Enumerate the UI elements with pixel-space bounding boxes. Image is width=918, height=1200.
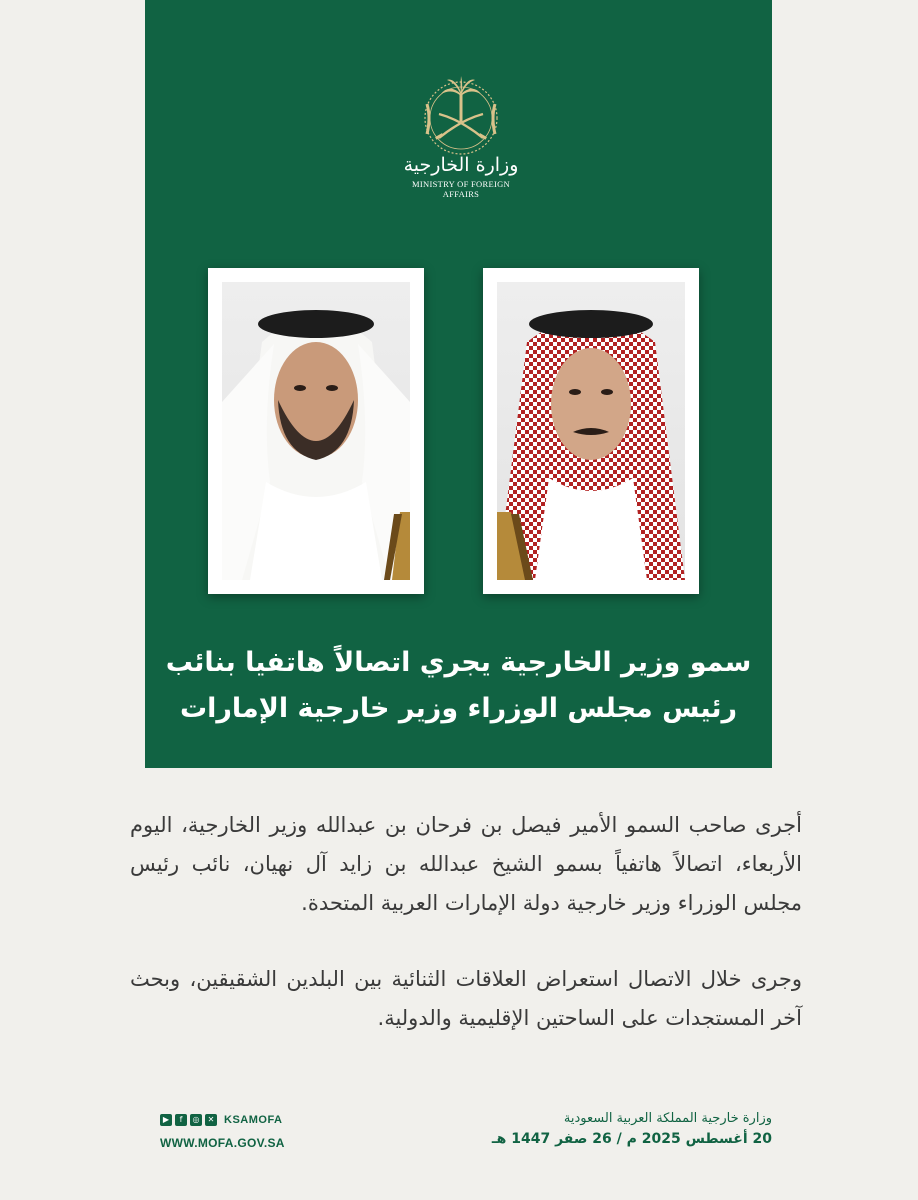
youtube-icon[interactable]: ▶ xyxy=(160,1114,172,1126)
x-icon[interactable]: ✕ xyxy=(205,1114,217,1126)
footer-signature xyxy=(440,1110,772,1150)
emblem-icon xyxy=(419,68,503,160)
publish-date: 20 أغسطس 2025 م / 26 صفر 1447 هـ xyxy=(491,1131,772,1147)
social-handle[interactable]: KSAMOFA xyxy=(224,1114,283,1126)
paragraph-2: وجرى خلال الاتصال استعراض العلاقات الثنائية بين البلدين الشقيقين، وبحث آخر المستجدات على الساحتين الإقليمية والدولية. xyxy=(130,967,802,1030)
organization-name: وزارة خارجية المملكة العربية السعودية xyxy=(563,1111,772,1126)
headline-line-1: سمو وزير الخارجية يجري اتصالاً هاتفيا بنائب xyxy=(165,647,752,678)
facebook-icon[interactable]: f xyxy=(175,1114,187,1126)
paragraph-1: أجرى صاحب السمو الأمير فيصل بن فرحان بن عبدالله وزير الخارجية، اليوم الأربعاء، اتصالاً هاتفياً بسمو الشيخ عبدالله بن زايد آل نهيان، نائب رئيس مجلس الوزراء وزير خارجية دولة الإمارات العربية المتحدة. xyxy=(130,813,802,915)
logo-english-text: MINISTRY OF FOREIGN AFFAIRS xyxy=(412,179,510,199)
portrait-frame-left xyxy=(208,268,424,594)
headline-line-2: رئيس مجلس الوزراء وزير خارجية الإمارات xyxy=(179,693,738,724)
portrait-photo-left xyxy=(222,282,410,580)
logo-arabic-text: وزارة الخارجية xyxy=(403,154,519,176)
ministry-logo xyxy=(396,68,526,218)
footer-contact xyxy=(160,1112,320,1150)
headline xyxy=(160,640,757,732)
portrait-frame-right xyxy=(483,268,699,594)
article-body xyxy=(130,806,802,1038)
portrait-photo-right xyxy=(497,282,685,580)
website-link[interactable]: WWW.MOFA.GOV.SA xyxy=(160,1136,285,1150)
social-links xyxy=(160,1112,320,1128)
instagram-icon[interactable]: ◎ xyxy=(190,1114,202,1126)
